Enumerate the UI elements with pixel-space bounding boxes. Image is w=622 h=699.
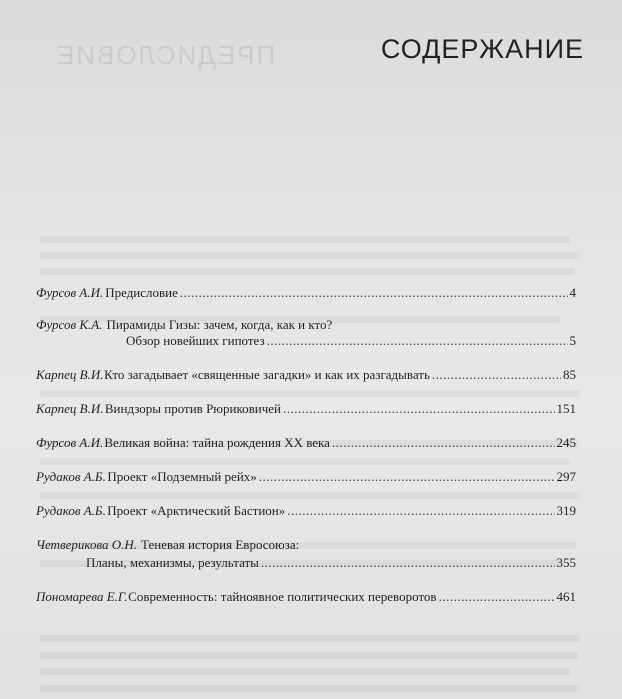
toc-page-number: 4: [569, 285, 576, 300]
toc-title: Пирамиды Гизы: зачем, когда, как и кто?: [106, 317, 333, 332]
dot-leader: [287, 503, 554, 519]
toc-entry[interactable]: [36, 367, 576, 383]
toc-title: Проект «Подземный рейх»: [107, 469, 257, 484]
toc-title: Виндзоры против Рюриковичей: [104, 401, 281, 416]
toc-page-number: 319: [556, 503, 576, 518]
toc-author: Карпец В.И.: [36, 367, 104, 382]
toc-author: Фурсов К.А.: [36, 317, 103, 332]
toc-author: Рудаков А.Б.: [36, 469, 106, 484]
toc-title: Великая война: тайна рождения XX века: [104, 435, 330, 450]
toc-author: Рудаков А.Б.: [36, 503, 106, 518]
toc-page-number: 245: [556, 435, 576, 450]
toc-page-number: 461: [556, 589, 576, 604]
toc-author: Карпец В.И.: [36, 401, 104, 416]
dot-leader: [439, 589, 555, 605]
toc-title: Предисловие: [105, 285, 178, 300]
toc-title: Современность: тайноявное политических переворотов: [128, 589, 437, 604]
dot-leader: [180, 285, 568, 301]
table-of-contents: [36, 285, 576, 605]
dot-leader: [283, 401, 555, 417]
toc-title: Теневая история Евросоюза:: [141, 537, 300, 552]
toc-title: Кто загадывает «священные загадки» и как их разгадывать: [104, 367, 430, 382]
dot-leader: [261, 555, 555, 571]
toc-page-number: 151: [556, 401, 576, 416]
page-title: СОДЕРЖАНИЕ: [380, 34, 584, 64]
toc-entry[interactable]: [36, 401, 576, 417]
ghost-title: ПРЕДИСЛОВИЕ: [55, 40, 276, 70]
toc-entry[interactable]: [36, 537, 576, 571]
toc-page-number: 297: [556, 469, 576, 484]
toc-entry[interactable]: [36, 435, 576, 451]
toc-page-number: 85: [563, 367, 576, 382]
toc-author: Фурсов А.И.: [36, 435, 104, 450]
toc-page-number: 355: [556, 555, 576, 570]
toc-title: Проект «Арктический Бастион»: [107, 503, 286, 518]
toc-entry[interactable]: [36, 285, 576, 301]
toc-page-number: 5: [569, 333, 576, 348]
toc-author: Фурсов А.И.: [36, 285, 104, 300]
dot-leader: [267, 333, 568, 349]
dot-leader: [259, 469, 555, 485]
toc-entry[interactable]: [36, 503, 576, 519]
toc-subtitle: Обзор новейших гипотез: [126, 333, 265, 348]
dot-leader: [432, 367, 561, 383]
toc-entry[interactable]: [36, 317, 576, 349]
toc-author: Четверикова О.Н.: [36, 537, 138, 552]
toc-author: Пономарева Е.Г.: [36, 589, 128, 604]
toc-entry[interactable]: [36, 469, 576, 485]
toc-subtitle: Планы, механизмы, результаты: [86, 555, 259, 570]
toc-entry[interactable]: [36, 589, 576, 605]
dot-leader: [332, 435, 555, 451]
